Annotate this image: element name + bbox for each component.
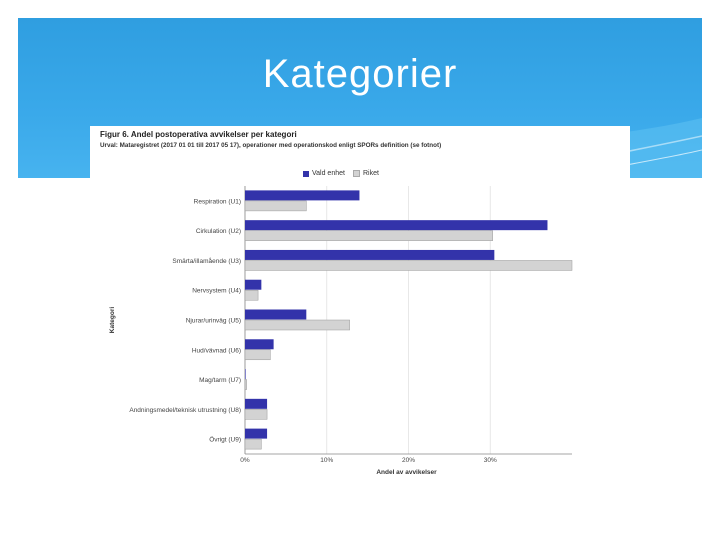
legend-label-unit: Vald enhet [312,170,345,177]
bar-national [245,201,306,211]
x-axis-title: Andel av avvikelser [376,469,437,476]
y-tick-label: Mag/tarm (U7) [199,377,241,385]
legend-label-national: Riket [362,170,379,177]
x-tick-label: 20% [401,457,416,464]
bar-unit [245,280,261,290]
bar-national [245,260,572,270]
slide-title: Kategorier [262,52,458,96]
bar-unit [245,429,267,439]
bar-unit [245,339,274,349]
x-tick-label: 10% [320,457,334,464]
x-tick-label: 0% [240,457,250,464]
y-tick-label: Cirkulation (U2) [195,228,241,236]
bar-national [245,231,493,241]
y-tick-label: Njurar/urinväg (U5) [185,317,241,325]
chart-subtitle: Urval: Mataregistret (2017 01 01 till 2017 05 17), operationer med operationskod enligt SPORs definition (se fotnot) [100,142,442,149]
bar-national [245,409,267,419]
chart-title: Figur 6. Andel postoperativa avvikelser per kategori [100,130,297,139]
bar-national [245,439,261,449]
y-tick-label: Andningsmedel/teknisk utrustning (U8) [129,406,241,414]
bar-unit [245,220,547,230]
bar-national [245,350,270,360]
bar-unit [245,250,494,260]
y-tick-label: Hud/vävnad (U6) [191,347,241,355]
bar-unit [245,369,246,379]
bar-national [245,320,350,330]
x-tick-label: 30% [483,457,497,464]
bar-unit [245,399,267,409]
bar-chart [90,126,630,482]
y-tick-label: Respiration (U1) [193,198,241,206]
y-tick-label: Övrigt (U9) [209,436,241,444]
bar-national [245,290,258,300]
y-tick-label: Smärta/illamående (U3) [172,257,241,265]
y-axis-title: Kategori [109,306,116,334]
y-tick-label: Nervsystem (U4) [192,287,241,295]
bar-national [245,380,247,390]
bar-unit [245,310,306,320]
bar-unit [245,190,359,200]
chart-figure [90,126,630,482]
